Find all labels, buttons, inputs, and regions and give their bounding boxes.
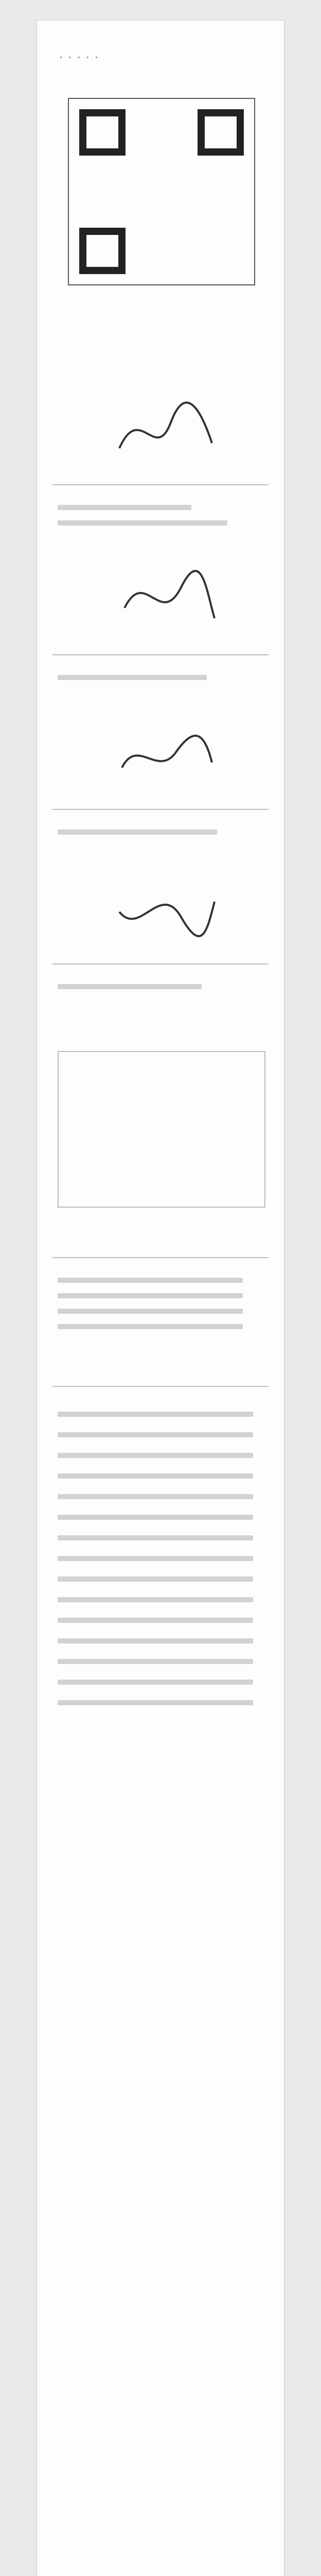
- qr-finder: [198, 109, 244, 156]
- divider: [52, 963, 269, 964]
- text-line: [58, 1324, 243, 1329]
- signature-image: [109, 716, 222, 793]
- divider: [52, 1257, 269, 1258]
- signature-image: [109, 392, 222, 469]
- table-row: [58, 1700, 253, 1705]
- divider: [52, 1386, 269, 1387]
- text-line: [58, 984, 202, 989]
- table-row: [58, 1412, 253, 1417]
- text-line: [58, 1278, 243, 1283]
- divider: [52, 809, 269, 810]
- table-row: [58, 1535, 253, 1540]
- table-row: [58, 1638, 253, 1643]
- table-row: [58, 1680, 253, 1685]
- text-line: [58, 675, 207, 680]
- table-row: [58, 1577, 253, 1582]
- text-line: [58, 1293, 243, 1298]
- signature-image: [109, 871, 222, 948]
- text-line: [58, 829, 217, 835]
- table-row: [58, 1473, 253, 1479]
- divider: [52, 484, 269, 485]
- text-placeholder: ·····: [58, 52, 102, 64]
- qr-finder: [79, 109, 126, 156]
- text-line: [58, 520, 227, 526]
- qr-code: [68, 98, 255, 285]
- text-line: [58, 1309, 243, 1314]
- table-row: [58, 1597, 253, 1602]
- receipt-strip: [37, 21, 284, 2576]
- table-row: [58, 1494, 253, 1499]
- table-row: [58, 1432, 253, 1437]
- table-row: [58, 1556, 253, 1561]
- text-line: [58, 505, 191, 510]
- table-row: [58, 1515, 253, 1520]
- signature-image: [109, 562, 222, 639]
- divider: [52, 654, 269, 655]
- observations-box: [58, 1051, 265, 1208]
- table-row: [58, 1659, 253, 1664]
- qr-finder: [79, 228, 126, 274]
- table-row: [58, 1618, 253, 1623]
- table-row: [58, 1453, 253, 1458]
